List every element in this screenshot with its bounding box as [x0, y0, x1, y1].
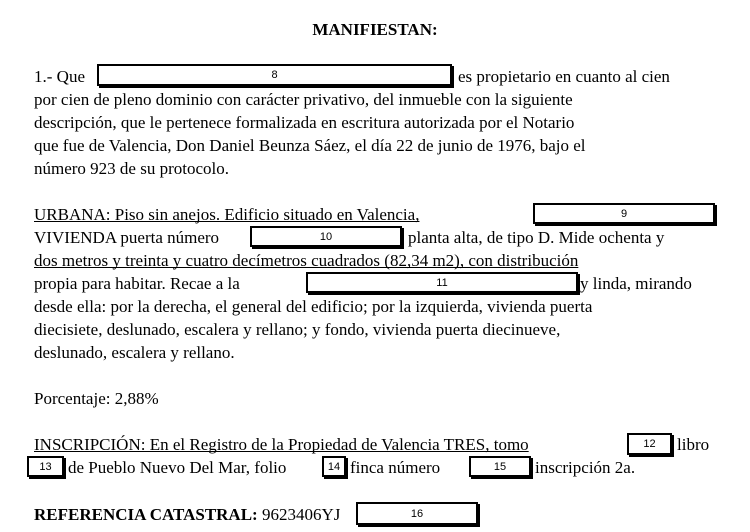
p2-line3: dos metros y treinta y cuatro decímetros cuadrados (82,34 m2), con distribución — [34, 251, 579, 270]
redaction-box-address: 9 — [533, 203, 715, 224]
catastral-line — [34, 503, 340, 526]
p1-line3: descripción, que le pertenece formalizada en escritura autorizada por el Notario — [34, 113, 575, 132]
p2-line2b: planta alta, de tipo D. Mide ochenta y — [408, 228, 665, 247]
p1-line1a: 1.- Que — [34, 67, 85, 86]
p2-line4a: propia para habitar. Recae a la — [34, 274, 240, 293]
p1-line2: por cien de pleno dominio con carácter privativo, del inmueble con la siguiente — [34, 90, 573, 109]
p2-line1: URBANA: Piso sin anejos. Edificio situado en Valencia, — [34, 205, 420, 224]
p1-line1b: es propietario en cuanto al cien — [458, 67, 670, 86]
redaction-box-catastral: 16 — [356, 502, 478, 525]
redaction-box-libro: 13 — [27, 456, 64, 477]
redaction-box-folio: 14 — [322, 456, 346, 477]
p3-line2c: inscripción 2a. — [535, 458, 636, 477]
catastral-label: REFERENCIA CATASTRAL: — [34, 505, 258, 524]
p2-line4b: y linda, mirando — [580, 274, 692, 293]
redaction-box-finca: 15 — [469, 456, 531, 477]
p2-line5: desde ella: por la derecha, el general del edificio; por la izquierda, vivienda puerta — [34, 297, 593, 316]
redaction-box-tomo: 12 — [627, 433, 672, 455]
p2-line6: diecisiete, deslunado, escalera y rellano; y fondo, vivienda puerta diecinueve, — [34, 320, 561, 339]
p1-line4: que fue de Valencia, Don Daniel Beunza Sáez, el día 22 de junio de 1976, bajo el — [34, 136, 586, 155]
percentage-line: Porcentaje: 2,88% — [34, 389, 159, 408]
section-heading: MANIFIESTAN: — [312, 20, 438, 39]
p2-line7: deslunado, escalera y rellano. — [34, 343, 235, 362]
p2-line2a: VIVIENDA puerta número — [34, 228, 220, 247]
p3-line1a: INSCRIPCIÓN: En el Registro de la Propiedad de Valencia TRES, tomo — [34, 435, 529, 454]
catastral-value: 9623406YJ — [261, 505, 341, 524]
p3-line2a: de Pueblo Nuevo Del Mar, folio — [68, 458, 287, 477]
redaction-box-owner: 8 — [97, 64, 452, 86]
p3-line2b: finca número — [350, 458, 441, 477]
p3-line1b: libro — [677, 435, 710, 454]
redaction-box-facing: 11 — [306, 272, 578, 293]
p1-line5: número 923 de su protocolo. — [34, 159, 229, 178]
redaction-box-door-number: 10 — [250, 226, 402, 247]
